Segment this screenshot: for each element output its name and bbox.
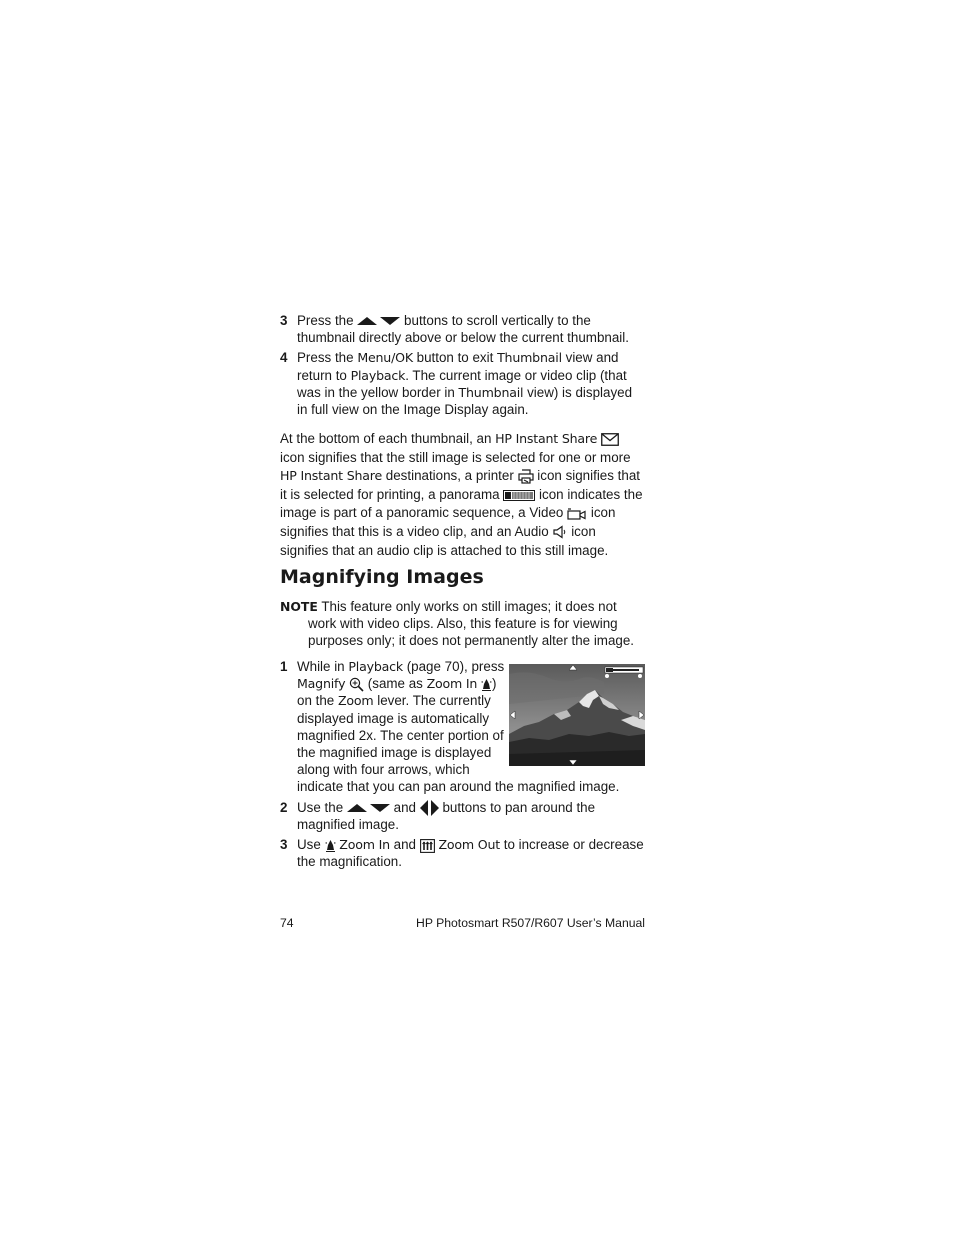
step-text: Press the xyxy=(297,350,354,366)
left-arrow-icon xyxy=(420,800,428,816)
step-text: buttons to pan around the magnified image. xyxy=(297,799,596,833)
step-number: 3 xyxy=(280,837,288,853)
audio-icon xyxy=(552,525,567,539)
down-arrow-icon xyxy=(380,317,400,325)
step-text: (same as xyxy=(367,676,423,692)
page-number: 74 xyxy=(280,916,294,930)
menu-ok-term: Menu/OK xyxy=(357,350,413,366)
step-text: ) on the xyxy=(297,676,497,709)
zoom-in-term: Zoom In xyxy=(339,837,390,853)
printer-icon xyxy=(518,469,534,484)
step-3-zoom xyxy=(280,836,646,870)
step-3-scroll xyxy=(280,312,646,346)
step-text: to increase or decrease the magnification. xyxy=(297,837,644,870)
zoom-term: Zoom xyxy=(337,693,374,709)
panorama-icon xyxy=(503,490,535,501)
zoom-out-icon xyxy=(420,839,435,853)
step-text: view and return to xyxy=(297,350,619,383)
zoom-in-term: Zoom In xyxy=(426,676,478,692)
step-text: buttons to scroll vertically to the thumbnail directly above or below the current thumbnail. xyxy=(297,313,629,346)
magnify-steps xyxy=(280,658,646,871)
thumbnail-term: Thumbnail xyxy=(458,384,524,400)
para-text: icon signifies that the still image is selected for one or more xyxy=(280,449,631,465)
envelope-icon xyxy=(601,433,619,446)
para-text: At the bottom of each thumbnail, an xyxy=(280,431,492,446)
step-text: Press the xyxy=(297,313,354,328)
step-text: Use xyxy=(297,837,321,853)
magnify-icon xyxy=(349,677,364,692)
video-icon xyxy=(567,507,587,521)
playback-term: Playback xyxy=(348,659,403,674)
para-text: icon signifies that it is selected for printing, a panorama xyxy=(280,468,640,502)
step-text: and xyxy=(393,799,416,815)
right-arrow-icon xyxy=(431,800,439,816)
step-1-press-magnify xyxy=(280,658,646,796)
step-text: and xyxy=(393,837,416,853)
step-number: 2 xyxy=(280,799,288,815)
thumbnail-icons-paragraph xyxy=(280,430,646,560)
step-text: lever. The currently displayed image is automatically magnified 2x. The center portion of the magnified image is displayed along with four arrows, which indicate that you can pan around the magnified image. xyxy=(297,693,620,795)
up-arrow-icon xyxy=(357,317,377,325)
top-steps xyxy=(280,312,646,418)
step-number: 1 xyxy=(280,659,288,674)
para-text: icon indicates the image is part of a panoramic sequence, a Video xyxy=(280,486,643,521)
step-text: view) is displayed in full view on the Image Display again. xyxy=(297,384,633,418)
step-text: While in xyxy=(297,659,345,674)
note xyxy=(280,598,646,650)
thumbnail-term: Thumbnail xyxy=(497,350,562,366)
step-number: 4 xyxy=(280,350,288,366)
step-number: 3 xyxy=(280,313,288,328)
step-text: (page 70), press xyxy=(406,659,505,674)
hp-instant-share-term: HP Instant Share xyxy=(280,468,383,484)
step-text: . The current image or video clip (that was in the yellow border in xyxy=(297,367,627,400)
magnify-term: Magnify xyxy=(297,676,346,692)
section-title: Magnifying Images xyxy=(280,566,484,588)
zoom-out-term: Zoom Out xyxy=(438,837,500,853)
zoom-in-icon xyxy=(325,839,336,853)
step-text: button to exit xyxy=(416,350,494,366)
note-label: NOTE xyxy=(280,599,318,614)
para-text: destinations, a printer xyxy=(385,468,514,484)
para-text: icon signifies that this is a video clip, and an Audio xyxy=(280,505,616,539)
up-arrow-icon xyxy=(347,804,367,812)
hp-instant-share-term: HP Instant Share xyxy=(495,431,598,446)
playback-term: Playback xyxy=(350,367,406,383)
para-text: icon signifies that an audio clip is attached to this still image. xyxy=(280,523,609,558)
manual-title: HP Photosmart R507/R607 User’s Manual xyxy=(416,916,645,930)
step-2-pan xyxy=(280,799,646,834)
down-arrow-icon xyxy=(370,804,390,812)
step-text: Use the xyxy=(297,799,344,815)
zoom-in-icon xyxy=(481,678,492,692)
step-4-exit-thumbnail xyxy=(280,349,646,418)
note-text: This feature only works on still images; it does not work with video clips. Also, this feature is for viewing purposes only; it does not permanently alter the image. xyxy=(308,599,635,649)
